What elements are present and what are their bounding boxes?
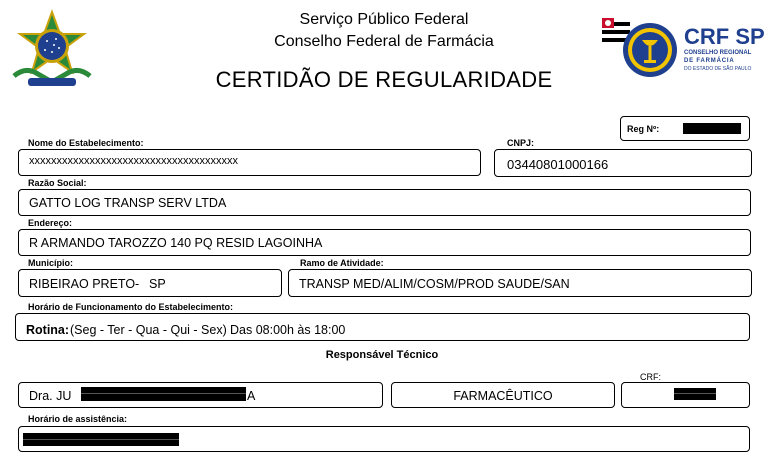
- assist-redaction: [23, 433, 179, 446]
- razao-label: Razão Social:: [28, 178, 87, 188]
- municipio-label: Município:: [28, 258, 73, 268]
- municipio-city: RIBEIRAO PRETO: [29, 277, 136, 291]
- header-line-2: Conselho Federal de Farmácia: [274, 33, 494, 50]
- responsavel-role: FARMACÊUTICO: [453, 389, 553, 403]
- address-label: Endereço:: [28, 218, 73, 228]
- crf-subtitle-3: DO ESTADO DE SÃO PAULO: [684, 66, 752, 72]
- crf-number-redaction: [674, 388, 716, 400]
- establishment-label: Nome do Estabelecimento:: [28, 138, 144, 148]
- crf-label: CRF:: [640, 372, 661, 382]
- assist-label: Horário de assistência:: [28, 414, 128, 424]
- address-box: [18, 229, 751, 256]
- hours-box: [15, 313, 750, 341]
- ramo-label: Ramo de Atividade:: [300, 258, 384, 268]
- municipio-box: [18, 269, 282, 297]
- razao-value: GATTO LOG TRANSP SERV LTDA: [29, 196, 227, 210]
- crf-brand: CRF SP: [684, 24, 765, 49]
- crf-box: [621, 382, 750, 408]
- hours-time: Das 08:00h às 18:00: [230, 323, 346, 337]
- cnpj-box: [494, 149, 752, 177]
- responsavel-name-redaction: [81, 387, 246, 401]
- crf-subtitle-2: DE FARMÁCIA: [684, 58, 735, 64]
- crf-subtitle-1: CONSELHO REGIONAL: [684, 50, 752, 56]
- responsavel-role-box: [391, 382, 615, 408]
- hours-routine-label: Rotina:: [26, 323, 70, 337]
- reg-number-box: [620, 116, 750, 141]
- crf-sp-logo: [600, 16, 765, 82]
- header-line-1: Serviço Público Federal: [299, 11, 469, 28]
- responsavel-name-box: [18, 382, 383, 408]
- certificate-title: CERTIDÃO DE REGULARIDADE: [215, 67, 553, 92]
- establishment-box: [18, 149, 481, 176]
- responsavel-name-prefix: Dra. JU: [29, 389, 72, 403]
- razao-box: [18, 189, 751, 216]
- address-value: R ARMANDO TAROZZO 140 PQ RESID LAGOINHA: [29, 236, 323, 250]
- ramo-value: TRANSP MED/ALIM/COSM/PROD SAUDE/SAN: [299, 277, 570, 291]
- assist-box: [18, 426, 750, 452]
- responsavel-section-title: Responsável Técnico: [325, 349, 439, 361]
- hours-days: (Seg - Ter - Qua - Qui - Sex): [70, 323, 227, 337]
- ramo-box: [288, 269, 752, 297]
- municipio-state: SP: [149, 277, 166, 291]
- cnpj-label: CNPJ:: [507, 138, 535, 148]
- brazil-coat-of-arms-icon: [6, 8, 98, 92]
- establishment-value: xxxxxxxxxxxxxxxxxxxxxxxxxxxxxxxxxxxxxx: [29, 155, 238, 167]
- hours-label: Horário de Funcionamento do Estabelecimento:: [28, 302, 234, 312]
- responsavel-name-suffix: A: [247, 389, 256, 403]
- sao-paulo-flag-icon: [600, 16, 680, 82]
- reg-number-label: Reg Nº:: [627, 124, 660, 134]
- cnpj-value: 03440801000166: [507, 157, 609, 172]
- reg-number-redaction: [683, 123, 741, 134]
- municipio-separator: -: [135, 277, 140, 291]
